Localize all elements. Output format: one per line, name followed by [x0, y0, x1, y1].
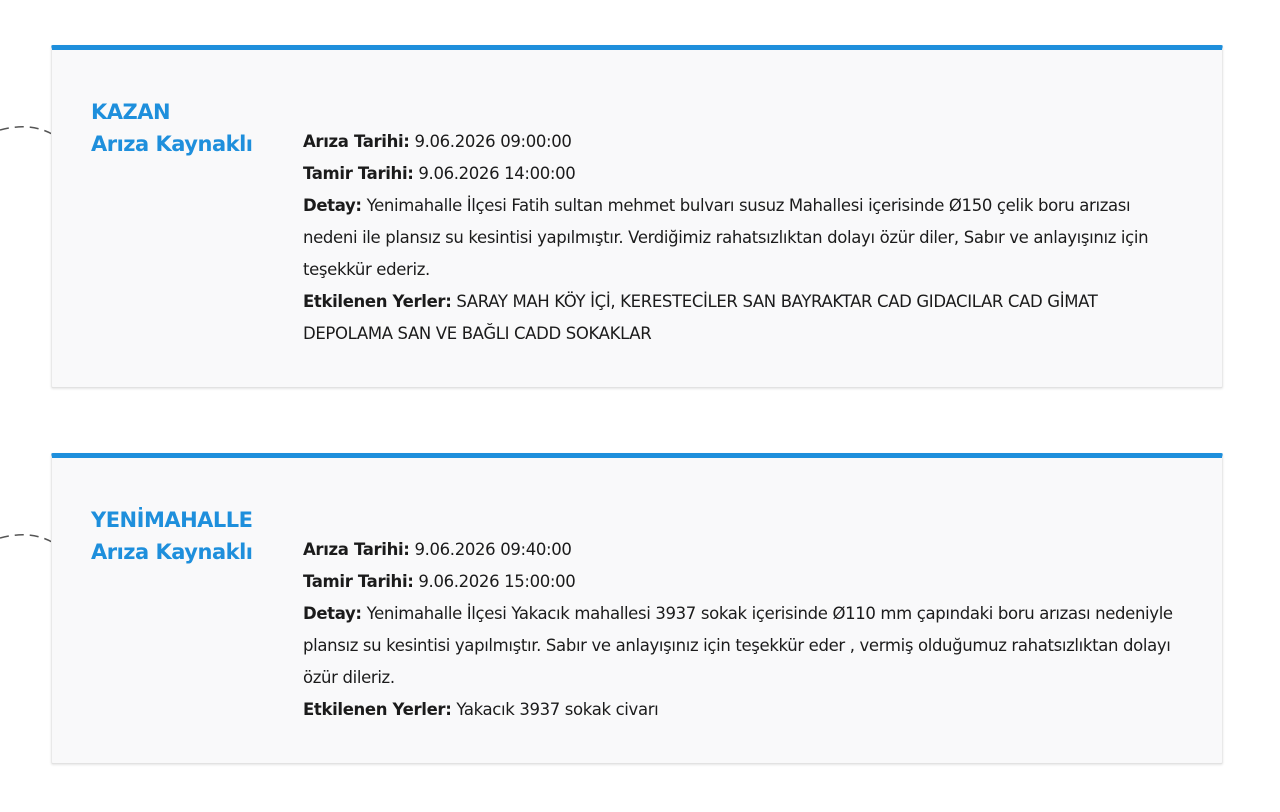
- district-name: YENİMAHALLE: [91, 508, 253, 532]
- outage-details: [303, 534, 1183, 726]
- repair-date-label: Tamir Tarihi:: [303, 164, 414, 183]
- repair-date-value: 9.06.2026 14:00:00: [418, 164, 576, 183]
- detail-row: [303, 190, 1183, 286]
- fault-date-row: [303, 534, 1183, 566]
- fault-date-value: 9.06.2026 09:40:00: [414, 540, 572, 559]
- fault-date-value: 9.06.2026 09:00:00: [414, 132, 572, 151]
- outage-card: [51, 45, 1223, 388]
- detail-label: Detay:: [303, 196, 362, 215]
- repair-date-row: [303, 158, 1183, 190]
- affected-row: [303, 694, 1183, 726]
- detail-label: Detay:: [303, 604, 362, 623]
- repair-date-value: 9.06.2026 15:00:00: [418, 572, 576, 591]
- fault-date-row: [303, 126, 1183, 158]
- outage-header: [91, 504, 291, 568]
- affected-text: Yakacık 3937 sokak civarı: [456, 700, 659, 719]
- outage-type: Arıza Kaynaklı: [91, 132, 253, 156]
- affected-row: [303, 286, 1183, 350]
- fault-date-label: Arıza Tarihi:: [303, 132, 410, 151]
- detail-text: Yenimahalle İlçesi Fatih sultan mehmet bulvarı susuz Mahallesi içerisinde Ø150 çelik boru arızası nedeni ile plansız su kesintisi yapılmıştır. Verdiğimiz rahatsızlıktan dolayı özür diler, Sabır ve anlayışınız için teşekkür ederiz.: [303, 196, 1149, 279]
- detail-row: [303, 598, 1183, 694]
- affected-label: Etkilenen Yerler:: [303, 292, 452, 311]
- fault-date-label: Arıza Tarihi:: [303, 540, 410, 559]
- outage-card: [51, 453, 1223, 764]
- detail-text: Yenimahalle İlçesi Yakacık mahallesi 3937 sokak içerisinde Ø110 mm çapındaki boru arızası nedeniyle plansız su kesintisi yapılmıştır. Sabır ve anlayışınız için teşekkür eder , vermiş olduğumuz rahatsızlıktan dolayı özür dileriz.: [303, 604, 1173, 687]
- affected-text: SARAY MAH KÖY İÇİ, KERESTECİLER SAN BAYRAKTAR CAD GIDACILAR CAD GİMAT DEPOLAMA SAN VE BAĞLI CADD SOKAKLAR: [303, 292, 1098, 343]
- outage-details: [303, 126, 1183, 350]
- outage-header: [91, 96, 291, 160]
- repair-date-label: Tamir Tarihi:: [303, 572, 414, 591]
- outage-type: Arıza Kaynaklı: [91, 540, 253, 564]
- affected-label: Etkilenen Yerler:: [303, 700, 452, 719]
- district-name: KAZAN: [91, 100, 171, 124]
- repair-date-row: [303, 566, 1183, 598]
